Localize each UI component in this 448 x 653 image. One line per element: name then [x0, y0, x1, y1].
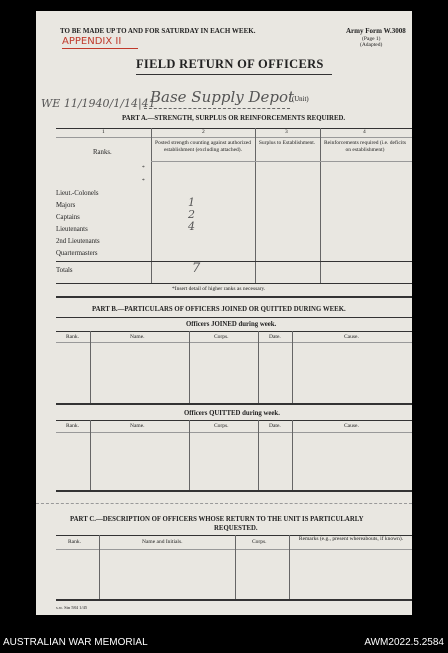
- rank-majors: Majors: [56, 202, 76, 209]
- quitted-col-name: Name.: [130, 423, 145, 429]
- joined-divider: [258, 331, 259, 403]
- col-num-4: 4: [363, 129, 366, 135]
- joined-title-rule: [56, 331, 412, 332]
- part-c-heading-1: PART C.—DESCRIPTION OF OFFICERS WHOSE RETURN TO THE UNIT IS PARTICULARLY: [70, 516, 364, 523]
- total-value: 7: [192, 261, 201, 276]
- part-a-head-rule: [151, 161, 412, 162]
- footer-accession-number: AWM2022.5.2584: [364, 637, 444, 648]
- quitted-col-date: Date.: [269, 423, 281, 429]
- joined-col-rank: Rank.: [66, 334, 79, 340]
- joined-divider: [292, 331, 293, 403]
- appendix-underline: [62, 48, 138, 49]
- part-a-num-rule: [56, 137, 412, 138]
- part-c-col-rank: Rank.: [68, 539, 81, 545]
- unit-dotted-line: [144, 108, 290, 109]
- part-a-bottom-rule: [56, 283, 412, 284]
- rank-lieutenants: Lieutenants: [56, 226, 88, 233]
- col-head-posted-strength: Posted strength counting against authorized establishment (excluding attached).: [155, 140, 251, 153]
- asterisk-marker: *: [142, 178, 145, 184]
- joined-title: Officers JOINED during week.: [186, 321, 277, 328]
- joined-divider: [90, 331, 91, 403]
- quitted-col-corps: Corps.: [214, 423, 229, 429]
- form-title: FIELD RETURN OF OFFICERS: [136, 57, 324, 71]
- col-head-ranks: Ranks.: [93, 149, 112, 156]
- quitted-bottom-rule: [56, 490, 412, 492]
- footnote: *Insert detail of higher ranks as necessary.: [172, 286, 266, 292]
- quitted-divider: [292, 420, 293, 490]
- strength-captains: 2: [188, 208, 195, 221]
- appendix-stamp: APPENDIX II: [62, 36, 122, 47]
- part-c-bottom-rule: [56, 599, 412, 601]
- part-a-top-rule: [56, 128, 412, 129]
- part-c-divider: [99, 535, 100, 599]
- joined-col-date: Date.: [269, 334, 281, 340]
- col-head-surplus: Surplus to Establishment.: [258, 140, 316, 146]
- quitted-divider: [189, 420, 190, 490]
- part-c-col-corps: Corps.: [252, 539, 267, 545]
- part-a-col-divider-3: [320, 128, 321, 283]
- totals-rule: [56, 261, 412, 262]
- joined-col-name: Name.: [130, 334, 145, 340]
- strength-lieutenants: 4: [188, 220, 195, 233]
- quitted-col-cause: Cause.: [344, 423, 359, 429]
- quitted-divider: [90, 420, 91, 490]
- joined-divider: [189, 331, 190, 403]
- part-a-heading: PART A.—STRENGTH, SURPLUS OR REINFORCEMENTS REQUIRED.: [122, 115, 346, 122]
- totals-label: Totals: [56, 267, 73, 274]
- col-num-2: 2: [202, 129, 205, 135]
- quitted-col-rank: Rank.: [66, 423, 79, 429]
- part-b-heading: PART B.—PARTICULARS OF OFFICERS JOINED OR QUITTED DURING WEEK.: [92, 306, 346, 313]
- part-c-col-remarks: Remarks (e.g., present whereabouts, if known).: [298, 536, 404, 542]
- joined-col-cause: Cause.: [344, 334, 359, 340]
- handwritten-date: WE 11/1940/1/14|41: [41, 97, 156, 110]
- quitted-head-rule: [56, 432, 412, 433]
- part-b-top-rule: [56, 317, 412, 318]
- archive-footer: [0, 629, 448, 653]
- rank-lieut-colonels: Lieut.-Colonels: [56, 190, 99, 197]
- rank-2nd-lieutenants: 2nd Lieutenants: [56, 238, 100, 245]
- joined-col-corps: Corps.: [214, 334, 229, 340]
- handwritten-unit: Base Supply Depot: [150, 88, 295, 106]
- part-c-divider: [235, 535, 236, 599]
- part-c-head-rule: [56, 549, 412, 550]
- strength-majors: 1: [188, 196, 195, 209]
- rank-quartermasters: Quartermasters: [56, 250, 98, 257]
- adapted-label: (Adapted): [360, 42, 383, 48]
- col-num-3: 3: [285, 129, 288, 135]
- fold-line: [36, 503, 412, 504]
- footer-institution: AUSTRALIAN WAR MEMORIAL: [3, 637, 148, 648]
- col-head-reinforcements: Reinforcements required (i.e. deficits on establishment): [323, 140, 406, 153]
- page-number: (Page 1): [362, 36, 381, 42]
- quitted-divider: [258, 420, 259, 490]
- form-page: [36, 11, 412, 615]
- rank-captains: Captains: [56, 214, 80, 221]
- joined-bottom-rule: [56, 403, 412, 405]
- unit-label: (Unit): [292, 96, 309, 103]
- form-number: Army Form W.3008: [346, 27, 406, 35]
- title-underline: [136, 74, 332, 75]
- asterisk-marker: *: [142, 165, 145, 171]
- section-divider: [56, 296, 412, 298]
- print-code: s.w. Stn 584 1/45: [56, 605, 88, 610]
- joined-head-rule: [56, 342, 412, 343]
- instruction-text: TO BE MADE UP TO AND FOR SATURDAY IN EACH WEEK.: [60, 27, 256, 35]
- part-a-col-divider-2: [255, 128, 256, 283]
- part-a-col-divider-1: [151, 128, 152, 283]
- quitted-title: Officers QUITTED during week.: [184, 410, 280, 417]
- part-c-col-name: Name and Initials.: [142, 539, 183, 545]
- col-num-1: 1: [102, 129, 105, 135]
- part-c-divider: [289, 535, 290, 599]
- part-c-heading-2: REQUESTED.: [214, 525, 258, 532]
- quitted-title-rule: [56, 420, 412, 421]
